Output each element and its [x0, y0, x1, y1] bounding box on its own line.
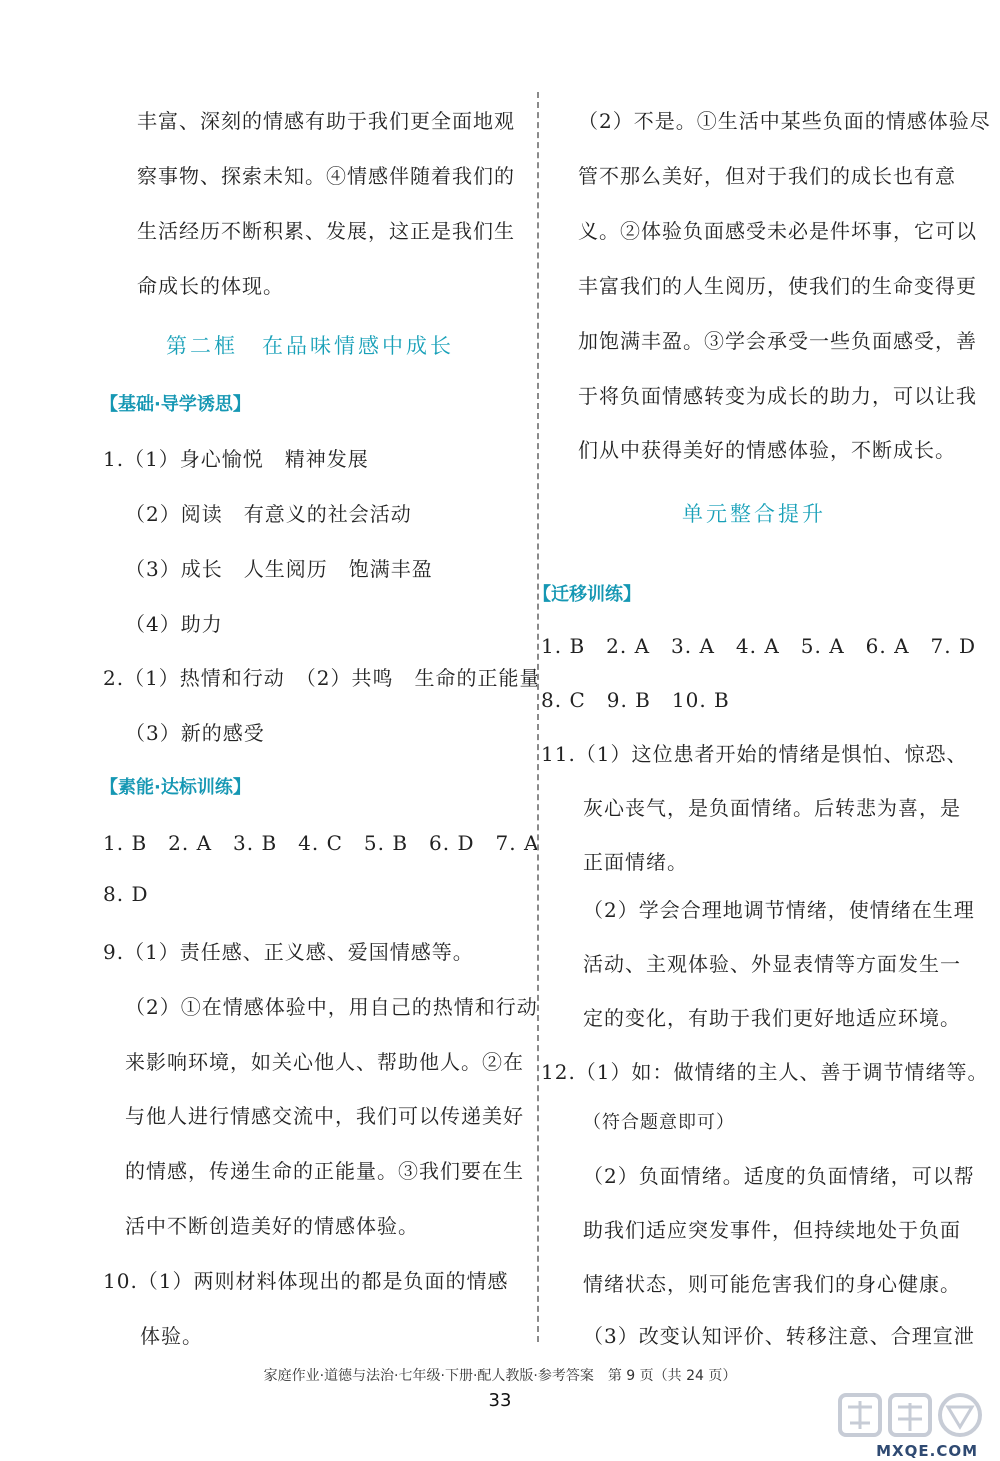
answer-line: 来影响环境，如关心他人、帮助他人。②在	[125, 1050, 524, 1074]
page-footer: 家庭作业·道德与法治·七年级·下册·配人教版·参考答案 第 9 页（共 24 页）	[263, 1368, 737, 1384]
answer-line: 活动、主观体验、外显表情等方面发生一	[583, 952, 961, 976]
answer-line: （3）改变认知评价、转移注意、合理宣泄	[583, 1324, 975, 1348]
answer-line: 10.（1）两则材料体现出的都是负面的情感	[103, 1269, 509, 1293]
text-line: 丰富、深刻的情感有助于我们更全面地观	[137, 109, 515, 133]
answer-line: （4）助力	[125, 612, 223, 636]
answer-line: 9.（1）责任感、正义感、爱国情感等。	[103, 940, 474, 964]
text-line: 于将负面情感转变为成长的助力，可以让我	[578, 384, 977, 408]
answer-line: （3）新的感受	[125, 721, 265, 745]
answer-line: 情绪状态，则可能危害我们的身心健康。	[583, 1272, 961, 1296]
section-title: 第二框 在品味情感中成长	[166, 334, 454, 358]
answer-line: 8. C 9. B 10. B	[541, 688, 730, 712]
text-line: 义。②体验负面感受未必是件坏事，它可以	[578, 219, 977, 243]
text-line: 生活经历不断积累、发展，这正是我们生	[137, 219, 515, 243]
answer-line: 11.（1）这位患者开始的情绪是惧怕、惊恐、	[541, 742, 968, 766]
column-divider	[537, 92, 539, 1342]
section-tag: 【迁移训练】	[533, 584, 641, 605]
text-line: 们从中获得美好的情感体验，不断成长。	[578, 438, 956, 462]
answer-line: （2）阅读 有意义的社会活动	[125, 502, 412, 526]
answer-line: 1.（1）身心愉悦 精神发展	[103, 447, 369, 471]
answer-line: 灰心丧气，是负面情绪。后转悲为喜，是	[583, 796, 961, 820]
text-line: 丰富我们的人生阅历，使我们的生命变得更	[578, 274, 977, 298]
answer-line: 的情感，传递生命的正能量。③我们要在生	[125, 1159, 524, 1183]
answer-line: 2.（1）热情和行动 （2）共鸣 生命的正能量	[103, 666, 541, 690]
answer-line: 正面情绪。	[583, 850, 688, 874]
answer-line: 1. B 2. A 3. B 4. C 5. B 6. D 7. A	[103, 831, 540, 855]
answer-line: 与他人进行情感交流中，我们可以传递美好	[125, 1104, 524, 1128]
text-line: 加饱满丰盈。③学会承受一些负面感受，善	[578, 329, 977, 353]
answer-line: 8. D	[103, 882, 149, 906]
text-line: （2）不是。①生活中某些负面的情感体验尽	[578, 109, 991, 133]
answer-line: （2）学会合理地调节情绪，使情绪在生理	[583, 898, 975, 922]
section-tag: 【基础·导学诱思】	[100, 394, 251, 415]
text-line: 察事物、探索未知。④情感伴随着我们的	[137, 164, 515, 188]
answer-line: （2）①在情感体验中，用自己的热情和行动	[125, 995, 538, 1019]
answer-line: 体验。	[140, 1324, 203, 1348]
section-title: 单元整合提升	[682, 502, 826, 526]
answer-line: （3）成长 人生阅历 饱满丰盈	[125, 557, 433, 581]
text-line: 管不那么美好，但对于我们的成长也有意	[578, 164, 956, 188]
text-line: 命成长的体现。	[137, 274, 284, 298]
answer-line: 定的变化，有助于我们更好地适应环境。	[583, 1006, 961, 1030]
answer-line: （符合题意即可）	[583, 1112, 735, 1133]
page-number: 33	[488, 1390, 512, 1411]
answer-line: 活中不断创造美好的情感体验。	[125, 1214, 419, 1238]
watermark-text: MXQE.COM	[876, 1442, 978, 1460]
answer-line: （2）负面情绪。适度的负面情绪，可以帮	[583, 1164, 975, 1188]
answer-line: 助我们适应突发事件，但持续地处于负面	[583, 1218, 961, 1242]
section-tag: 【素能·达标训练】	[100, 777, 251, 798]
answer-line: 1. B 2. A 3. A 4. A 5. A 6. A 7. D	[541, 634, 977, 658]
answer-line: 12.（1）如：做情绪的主人、善于调节情绪等。	[541, 1060, 989, 1084]
